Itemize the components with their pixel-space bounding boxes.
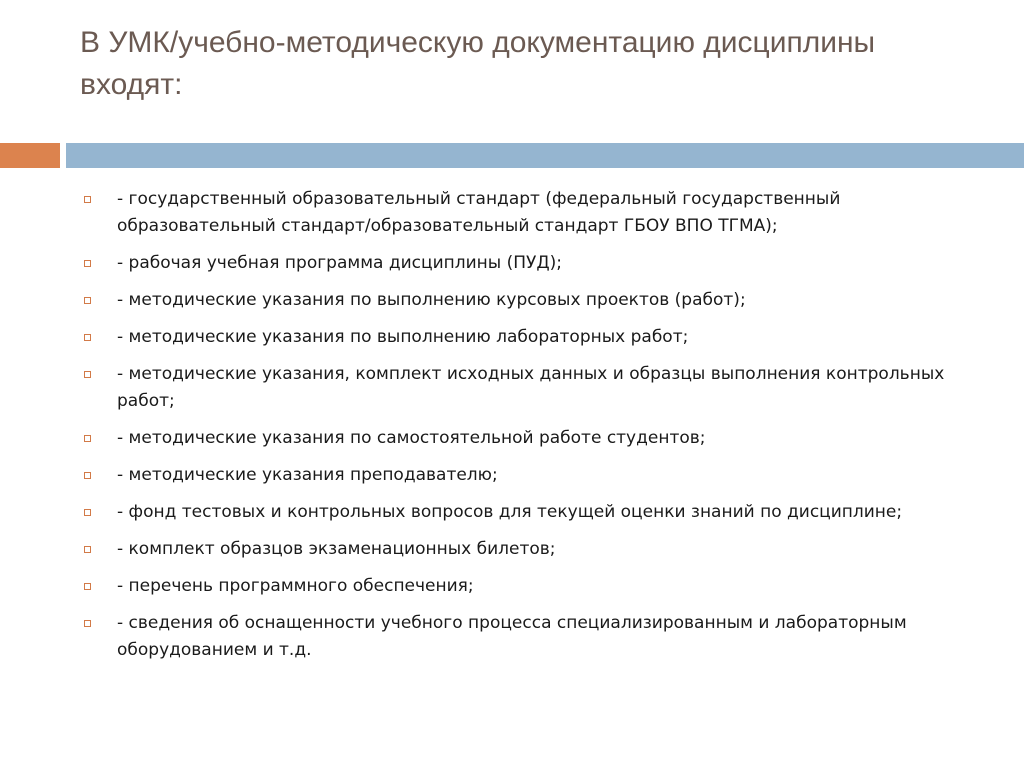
list-item [80,573,990,600]
list-item-text: - сведения об оснащенности учебного процесса специализированным и лабораторным оборудованием и т.д. [117,613,907,660]
list-item [80,186,990,240]
list-item [80,610,990,664]
square-bullet-icon [84,297,91,304]
list-item-text: - методические указания по выполнению лабораторных работ; [117,327,689,347]
list-item [80,361,990,415]
square-bullet-icon [84,546,91,553]
list-item [80,250,990,277]
list-item [80,462,990,489]
square-bullet-icon [84,472,91,479]
list-item-text: - методические указания по выполнению курсовых проектов (работ); [117,290,746,310]
list-item [80,324,990,351]
square-bullet-icon [84,435,91,442]
square-bullet-icon [84,196,91,203]
list-item [80,536,990,563]
square-bullet-icon [84,260,91,267]
list-item-text: - рабочая учебная программа дисциплины (ПУД); [117,253,563,273]
accent-bar-blue [66,143,1024,168]
list-item [80,425,990,452]
square-bullet-icon [84,509,91,516]
list-item-text: - методические указания преподавателю; [117,465,498,485]
bullet-list [80,186,990,674]
list-item-text: - комплект образцов экзаменационных билетов; [117,539,556,559]
list-item-text: - государственный образовательный стандарт (федеральный государственный образовательный стандарт/образовательный стандарт ГБОУ ВПО ТГМА); [117,189,841,236]
square-bullet-icon [84,334,91,341]
list-item-text: - перечень программного обеспечения; [117,576,474,596]
list-item-text: - методические указания по самостоятельной работе студентов; [117,428,706,448]
slide-title: В УМК/учебно-методическую документацию дисциплины входят: [80,26,876,101]
accent-bar-orange [0,143,60,168]
square-bullet-icon [84,371,91,378]
square-bullet-icon [84,620,91,627]
list-item-text: - методические указания, комплект исходных данных и образцы выполнения контрольных работ; [117,364,945,411]
list-item [80,499,990,526]
square-bullet-icon [84,583,91,590]
list-item-text: - фонд тестовых и контрольных вопросов для текущей оценки знаний по дисциплине; [117,502,903,522]
list-item [80,287,990,314]
